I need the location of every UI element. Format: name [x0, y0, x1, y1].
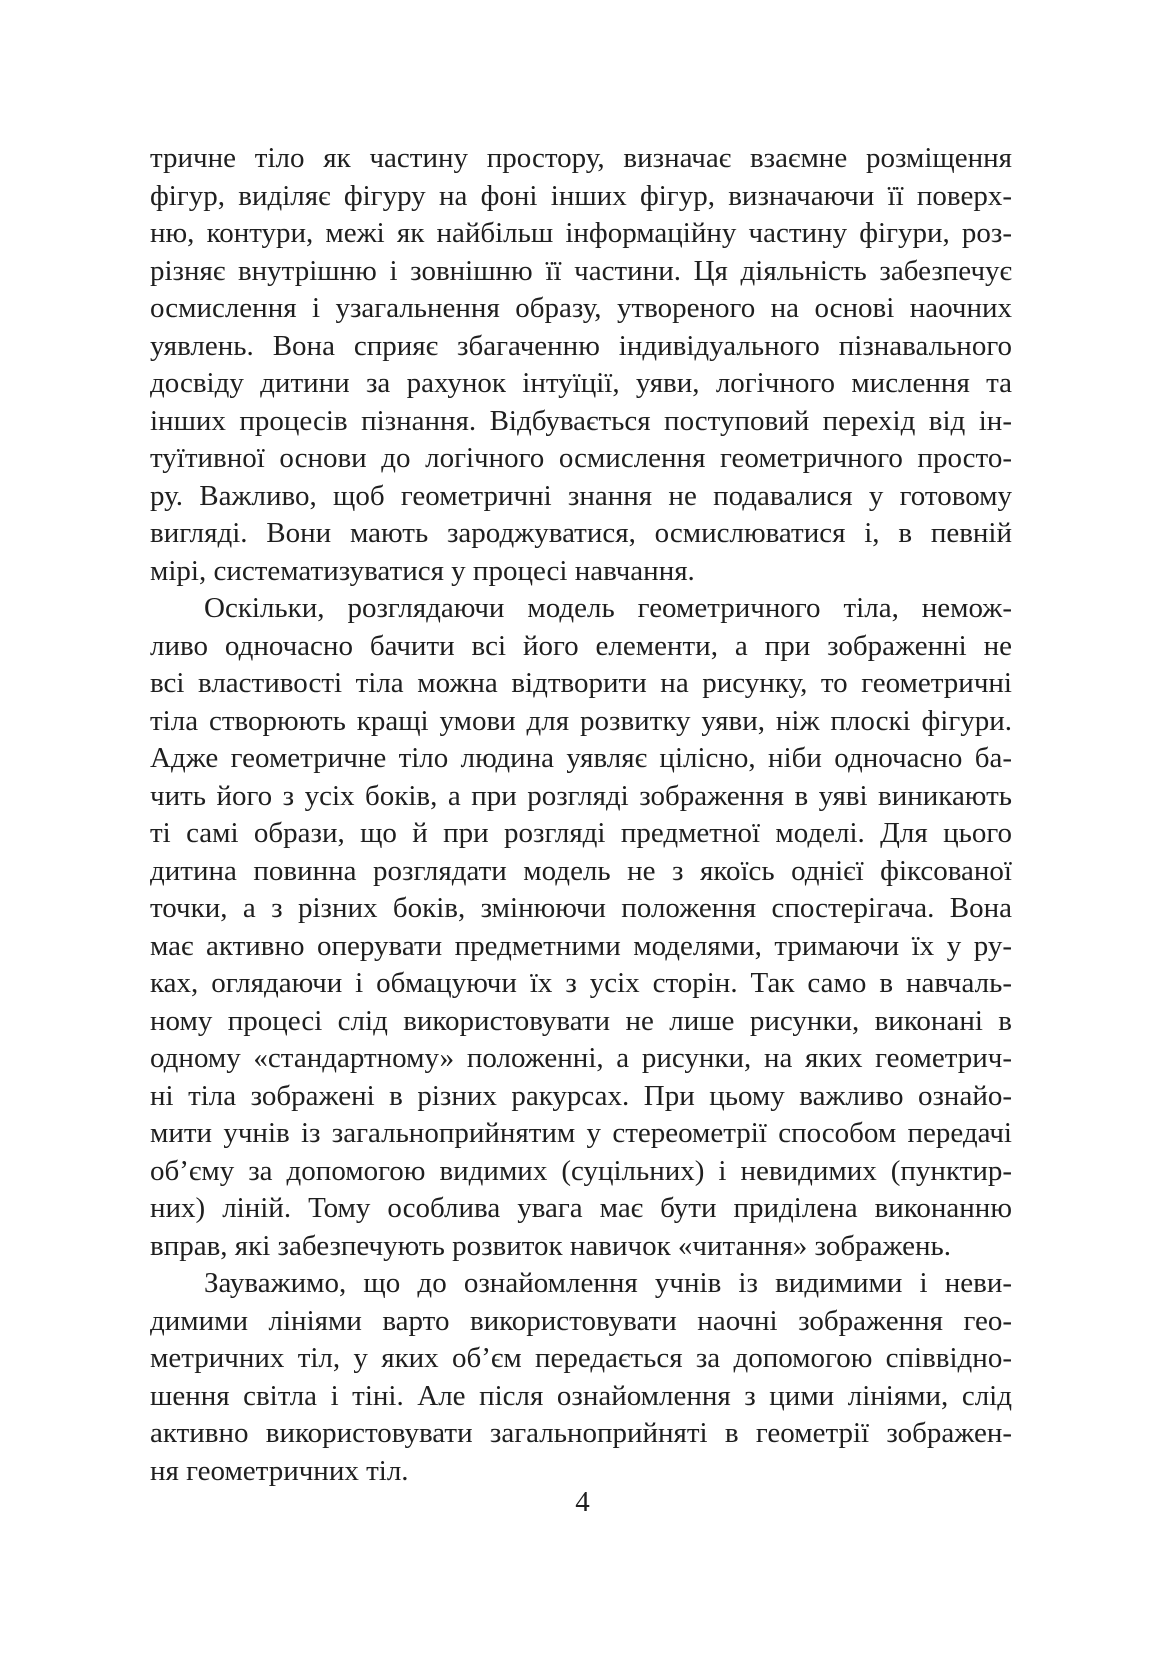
text-line: них) ліній. Тому особлива увага має бути приділена виконанню [150, 1192, 1012, 1224]
text-line: одному «стандартному» положенні, а рисунки, на яких геометрич- [150, 1042, 1012, 1074]
text-line: об’єму за допомогою видимих (суцільних) і невидимих (пунктир- [150, 1154, 1012, 1187]
text-line: Адже геометричне тіло людина уявляє цілісно, ніби одночасно ба- [150, 742, 1012, 774]
text-line: ню, контури, межі як найбільш інформаційну частину фігури, роз- [150, 217, 1012, 249]
text-line: чить його з усіх боків, а при розгляді зображення в уяві виникають [150, 779, 1012, 812]
text-line: тричне тіло як частину простору, визначає взаємне розміщення [150, 142, 1012, 174]
paragraph-3 [150, 1265, 1012, 1490]
text-line: туїтивної основи до логічного осмислення геометричного просто- [150, 442, 1012, 474]
text-line: ня геометричних тіл. [150, 1454, 409, 1487]
text-line: уявлень. Вона сприяє збагаченню індивідуального пізнавального [150, 329, 1012, 362]
text-line: ному процесі слід використовувати не лише рисунки, виконані в [150, 1004, 1012, 1037]
text-line: точки, а з різних боків, змінюючи положення спостерігача. Вона [150, 892, 1012, 924]
text-line: ні тіла зображені в різних ракурсах. При цьому важливо ознайо- [150, 1079, 1012, 1112]
text-line: ливо одночасно бачити всі його елементи, а при зображенні не [150, 629, 1012, 662]
text-line: Зауважимо, що до ознайомлення учнів із видимими і неви- [204, 1267, 1012, 1299]
paragraph-2 [150, 590, 1012, 1265]
text-line: різняє внутрішню і зовнішню її частини. Ця діяльність забезпечує [150, 254, 1012, 287]
text-line: інших процесів пізнання. Відбувається поступовий перехід від ін- [150, 404, 1012, 437]
text-line: мити учнів із загальноприйнятим у стереометрії способом передачі [150, 1117, 1012, 1149]
text-line: тіла створюють кращі умови для розвитку уяви, ніж плоскі фігури. [150, 704, 1012, 737]
text-line: осмислення і узагальнення образу, утвореного на основі наочних [150, 292, 1012, 324]
text-line: активно використовувати загальноприйняті в геометрії зображен- [150, 1417, 1012, 1449]
paragraph-1 [150, 140, 1012, 590]
text-line: вправ, які забезпечують розвиток навичок «читання» зображень. [150, 1229, 951, 1262]
text-line: має активно оперувати предметними моделями, тримаючи їх у ру- [150, 929, 1012, 962]
text-line: метричних тіл, у яких об’єм передається за допомогою співвідно- [150, 1342, 1012, 1374]
text-line: димими лініями варто використовувати наочні зображення гео- [150, 1304, 1012, 1337]
text-line: дитина повинна розглядати модель не з якоїсь однієї фіксованої [150, 854, 1012, 887]
text-line: фігур, виділяє фігуру на фоні інших фігур, визначаючи її поверх- [150, 179, 1012, 212]
text-line: мірі, систематизуватися у процесі навчання. [150, 554, 695, 587]
text-line: досвіду дитини за рахунок інтуїції, уяви, логічного мислення та [150, 367, 1012, 399]
text-line: Оскільки, розглядаючи модель геометричного тіла, немож- [204, 592, 1012, 624]
text-line: ті самі образи, що й при розгляді предметної моделі. Для цього [150, 817, 1012, 849]
text-line: шення світла і тіні. Але після ознайомлення з цими лініями, слід [150, 1379, 1012, 1412]
text-line: ру. Важливо, щоб геометричні знання не подавалися у готовому [150, 479, 1012, 512]
text-line: вигляді. Вони мають зароджуватися, осмислюватися і, в певній [150, 517, 1012, 549]
page-number: 4 [575, 1486, 590, 1518]
text-line: всі властивості тіла можна відтворити на рисунку, то геометричні [150, 667, 1012, 699]
text-line: ках, оглядаючи і обмацуючи їх з усіх сторін. Так само в навчаль- [150, 967, 1012, 999]
page-body [150, 140, 1012, 1490]
